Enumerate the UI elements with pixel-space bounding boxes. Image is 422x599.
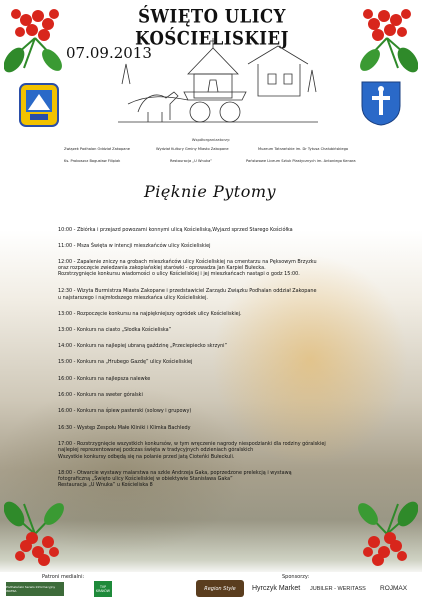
event-program-list xyxy=(58,227,376,489)
program-item: 16:30 - Występ Zespołu Małe Kliniki i Klimka Bachledy xyxy=(58,424,191,431)
program-item: 13:00 - Konkurs na ciasto „Słodka Kościeliska” xyxy=(58,326,172,333)
watra-logo xyxy=(6,582,64,596)
program-item: 16:00 - Konkurs na śpiew pasterski (solowy i grupowy) xyxy=(58,408,192,415)
footer xyxy=(0,572,422,599)
program-item: 17:00 - Rozstrzygnięcie wszystkich konkursów, w tym wręczenie nagrody niespodzianki dla rodziny góralskiej najlepiej reprezentowanej podczas święta w tradycyjnych odzieniach góralskich Wszystkie konkursy odbędą się na polanie przed jatą Cioteńki Bułeckuli. xyxy=(58,440,326,460)
coorganizers-label: Współorganizatorzy: xyxy=(191,137,231,142)
program-item: 11:00 - Msza Święta w intencji mieszkańców ulicy Kościeliskiej xyxy=(58,242,211,249)
sponsor-name: JUBILER - WERITASS xyxy=(310,586,366,592)
tvp-krakow-logo xyxy=(94,581,112,597)
program-item: 12:00 - Zapalenie zniczy na grobach mieszkańców ulicy Kościeliskiej na cmentarzu na Pęksowym Brzyzku oraz rozpoczęcie zwiedzania zakopiańskiej starówki - oprowadza Jan Karpiel Bułecka. Rozstrzygnięcie konkursu wiadomości o ulicy Kościeliskiej i jej mieszkańcach nastąpi o godz 15:00. xyxy=(58,258,317,278)
horse-carriage-sketch xyxy=(118,34,318,128)
rowan-branch-top-left xyxy=(4,2,66,74)
media-logo-text: Podhalański Serwis Informacyjny WATRA xyxy=(6,585,56,593)
sponsor-name: Hyrczyk Market xyxy=(252,585,301,592)
region-style-logo xyxy=(196,580,244,597)
program-item: 13:00 - Rozpoczęcie konkursu na najpiękniejszy ogródek ulicy Kościeliskiej. xyxy=(58,310,242,317)
coorganizer: Państwowe Liceum Sztuk Plastycznych im. Antoniego Kenara xyxy=(246,159,356,163)
program-item: 14:00 - Konkurs na najlepiej ubraną gaździnę „Przeciepiecko skrzyni” xyxy=(58,343,228,350)
coorganizer: Wydział Kultury Gminy Miasto Zakopane xyxy=(156,147,229,151)
program-item: 15:00 - Konkurs na „Hrubego Gazdę” ulicy Kościeliskiej xyxy=(58,359,193,366)
parish-coat-of-arms-icon xyxy=(360,80,402,126)
program-item: 10:00 - Zbiórka i przejazd powozami konnymi ulicą Kościeliską,Wyjazd sprzed Starego Kościółka xyxy=(58,227,293,233)
rowan-branch-bottom-right xyxy=(356,498,418,570)
program-item: 12:30 - Wizyta Burmistrza Miasta Zakopane i przedstawiciel Zarządu Związku Podhalan oddział Zakopane u najstarszego i najmłodszego mieszkańca ulicy Kościeliskiej. xyxy=(58,288,317,301)
program-subtitle: Pięknie Pytomy xyxy=(143,182,277,201)
sponsor-name: ROJMAX xyxy=(380,585,408,592)
program-item: 16:00 - Konkurs na sweter góralski xyxy=(58,392,143,399)
coorganizer: Ks. Proboszcz Bogusław Filipiak xyxy=(64,159,121,163)
event-date: 07.09.2013 xyxy=(66,44,152,62)
sponsors-label: Sponsorzy: xyxy=(282,574,310,580)
coorganizer: Restauracja „U Wnuka” xyxy=(170,159,213,163)
program-item: 16:00 - Konkurs na najlepsza nalewke xyxy=(58,375,151,382)
rowan-branch-top-right xyxy=(356,2,418,74)
sponsor-name: Region Style xyxy=(204,585,236,592)
media-patrons-label: Patroni medialni: xyxy=(42,574,85,580)
coorganizer: Związek Podhalan Oddział Zakopane xyxy=(64,147,130,151)
poster-title: ŚWIĘTO ULICY KOŚCIELISKIEJ xyxy=(135,5,289,49)
media-logo-text: TVP KRAKÓW xyxy=(96,585,110,593)
rowan-branch-bottom-left xyxy=(4,498,66,570)
coorganizer: Muzeum Tatrzańskie im. Dr Tytusa Chałubińskiego xyxy=(258,147,349,151)
zakopane-coat-of-arms-icon xyxy=(18,82,60,128)
program-item: 18:00 - Otwarcie wystawy malarstwa na szkle Andrzeja Gaka, poprzedzone prelekcją i wystawą fotograficzną „Święto ulicy Kościeliskiej w obiektywie Stanisława Gaka” Restauracja „U Wnuka” u Kościeliska 8 xyxy=(58,469,292,489)
